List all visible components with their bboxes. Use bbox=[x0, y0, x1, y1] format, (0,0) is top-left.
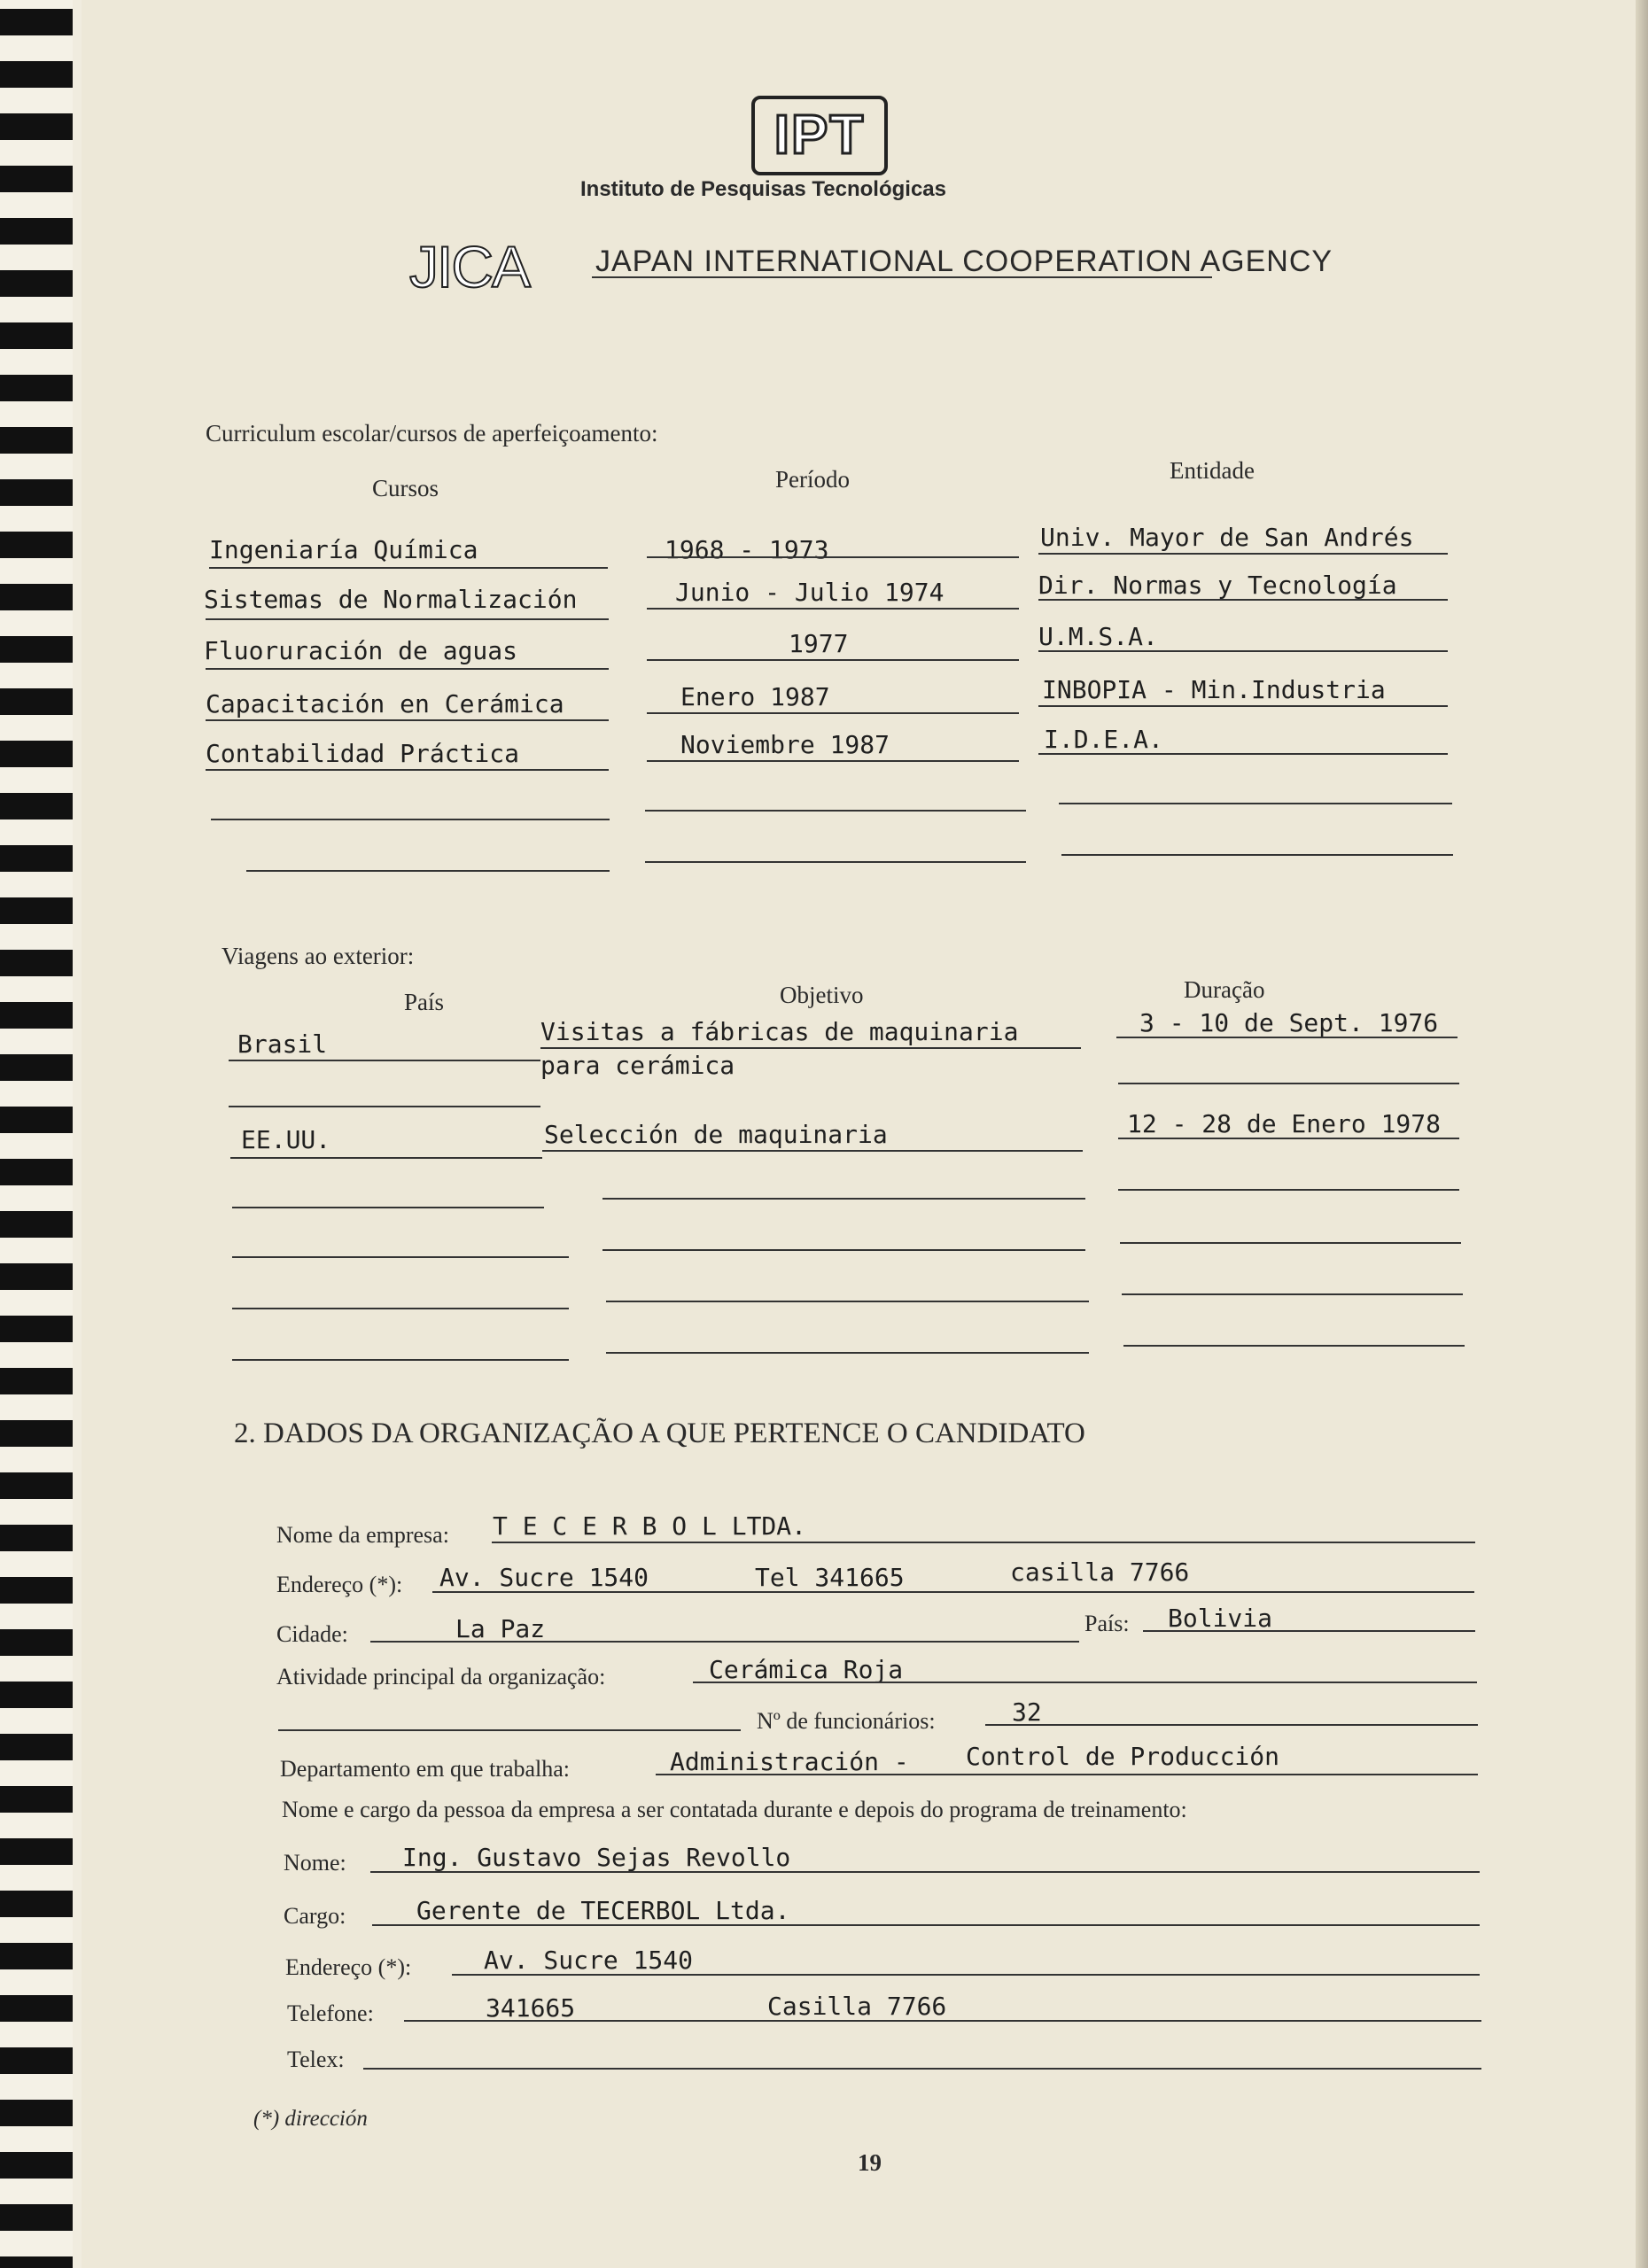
field-line bbox=[232, 1308, 569, 1309]
field-line bbox=[602, 1249, 1085, 1251]
pais-value: Bolivia bbox=[1168, 1604, 1273, 1633]
field-line bbox=[606, 1352, 1089, 1354]
field-line bbox=[229, 1060, 540, 1061]
field-line bbox=[647, 760, 1019, 762]
col-objetivo: Objetivo bbox=[780, 982, 864, 1008]
nome-value: Ing. Gustavo Sejas Revollo bbox=[402, 1843, 791, 1872]
telex-label: Telex: bbox=[287, 2047, 345, 2072]
table-cell: Contabilidad Práctica bbox=[206, 739, 520, 768]
col-cursos: Cursos bbox=[372, 475, 439, 501]
field-line bbox=[206, 719, 609, 721]
field-line bbox=[278, 1729, 741, 1731]
departamento-value: Administración - bbox=[670, 1747, 909, 1776]
field-line bbox=[232, 1256, 569, 1258]
table-cell: Fluoruración de aguas bbox=[204, 636, 518, 665]
field-line bbox=[370, 1641, 1079, 1643]
field-line bbox=[647, 712, 1019, 714]
field-line bbox=[232, 1359, 569, 1361]
nome-label: Nome: bbox=[284, 1850, 346, 1876]
table-cell: Univ. Mayor de San Andrés bbox=[1040, 523, 1414, 552]
table-cell: Dir. Normas y Tecnología bbox=[1038, 571, 1397, 600]
empresa-label: Nome da empresa: bbox=[276, 1522, 449, 1548]
empresa-value: T E C E R B O L LTDA. bbox=[493, 1511, 807, 1541]
header-underline bbox=[592, 276, 1212, 278]
endereco-label: Endereço (*): bbox=[276, 1572, 403, 1597]
table-cell: Sistemas de Normalización bbox=[204, 585, 578, 614]
table-cell: Visitas a fábricas de maquinaria bbox=[540, 1017, 1019, 1046]
institute-name: Instituto de Pesquisas Tecnológicas bbox=[580, 177, 946, 201]
endereco2-value: Av. Sucre 1540 bbox=[484, 1946, 694, 1975]
cargo-value: Gerente de TECERBOL Ltda. bbox=[416, 1896, 790, 1925]
table-cell: Noviembre 1987 bbox=[680, 730, 890, 759]
pais-label: País: bbox=[1084, 1611, 1130, 1636]
field-line bbox=[370, 1871, 1480, 1873]
field-line bbox=[1123, 1345, 1465, 1347]
field-line bbox=[645, 861, 1026, 863]
field-line bbox=[647, 556, 1019, 558]
table-cell: 12 - 28 de Enero 1978 bbox=[1127, 1109, 1442, 1138]
spiral-binding bbox=[0, 0, 82, 2268]
field-line bbox=[1143, 1630, 1475, 1632]
table-cell: Selección de maquinaria bbox=[544, 1120, 888, 1149]
col-entidade: Entidade bbox=[1170, 457, 1255, 484]
field-line bbox=[246, 870, 610, 872]
field-line bbox=[1061, 854, 1453, 856]
funcionarios-label: Nº de funcionários: bbox=[757, 1708, 936, 1734]
atividade-label: Atividade principal da organização: bbox=[276, 1664, 606, 1689]
field-line bbox=[606, 1301, 1089, 1302]
table-cell: 1968 - 1973 bbox=[665, 535, 829, 564]
field-line bbox=[232, 1207, 544, 1208]
casilla2-value: Casilla 7766 bbox=[767, 1992, 947, 2021]
cidade-value: La Paz bbox=[455, 1614, 546, 1643]
casilla-value: casilla 7766 bbox=[1010, 1557, 1190, 1587]
table-cell: U.M.S.A. bbox=[1038, 622, 1158, 651]
table-cell: 3 - 10 de Sept. 1976 bbox=[1139, 1008, 1439, 1037]
page-edge bbox=[1636, 0, 1648, 2268]
field-line bbox=[230, 1157, 542, 1159]
endereco2-label: Endereço (*): bbox=[285, 1954, 412, 1980]
table-cell: Junio - Julio 1974 bbox=[675, 578, 944, 607]
cargo-label: Cargo: bbox=[284, 1903, 346, 1929]
field-line bbox=[452, 1974, 1480, 1976]
table-cell: Capacitación en Cerámica bbox=[206, 689, 564, 718]
field-line bbox=[1116, 1037, 1458, 1038]
field-line bbox=[206, 769, 609, 771]
field-line bbox=[229, 1106, 540, 1107]
section-title: 2. DADOS DA ORGANIZAÇÃO A QUE PERTENCE O CANDIDATO bbox=[234, 1418, 1085, 1449]
table-cell: 1977 bbox=[789, 629, 849, 658]
page-number: 19 bbox=[858, 2149, 882, 2176]
telefone-value: 341665 bbox=[486, 1993, 576, 2023]
field-line bbox=[206, 668, 609, 670]
field-line bbox=[656, 1774, 1478, 1775]
table-cell: INBOPIA - Min.Industria bbox=[1042, 675, 1386, 704]
departamento-label: Departamento em que trabalha: bbox=[280, 1756, 571, 1782]
col-periodo: Período bbox=[775, 466, 850, 493]
table-cell: Enero 1987 bbox=[680, 682, 830, 711]
field-line bbox=[206, 618, 609, 620]
field-line bbox=[645, 810, 1026, 812]
field-line bbox=[492, 1542, 1475, 1543]
field-line bbox=[1118, 1083, 1459, 1084]
field-line bbox=[540, 1047, 1081, 1049]
field-line bbox=[602, 1198, 1085, 1200]
field-line bbox=[1120, 1242, 1461, 1244]
departamento-value-cont: Control de Producción bbox=[966, 1742, 1280, 1771]
field-line bbox=[1038, 553, 1448, 555]
field-line bbox=[1122, 1293, 1463, 1295]
table-cell: Ingeniaría Química bbox=[209, 535, 478, 564]
table-cell: para cerámica bbox=[540, 1051, 735, 1080]
jica-logo: JICA bbox=[409, 234, 530, 299]
field-line bbox=[211, 819, 610, 820]
field-line bbox=[363, 2068, 1481, 2070]
table-cell: EE.UU. bbox=[241, 1125, 331, 1154]
tel-value: Tel 341665 bbox=[755, 1563, 905, 1592]
field-line bbox=[647, 608, 1019, 610]
field-line bbox=[693, 1682, 1477, 1683]
field-line bbox=[404, 2020, 1481, 2022]
field-line bbox=[432, 1591, 1474, 1593]
field-line bbox=[647, 659, 1019, 661]
ipt-logo: IPT bbox=[751, 96, 888, 175]
curriculum-heading: Curriculum escolar/cursos de aperfeiçoamento: bbox=[206, 420, 658, 447]
footnote: (*) dirección bbox=[253, 2107, 368, 2131]
col-pais: País bbox=[404, 989, 445, 1015]
field-line bbox=[1038, 705, 1448, 707]
field-line bbox=[1118, 1138, 1459, 1139]
table-cell: Brasil bbox=[237, 1029, 328, 1059]
field-line bbox=[1118, 1189, 1459, 1191]
field-line bbox=[985, 1724, 1478, 1726]
field-line bbox=[372, 1924, 1480, 1926]
atividade-value: Cerámica Roja bbox=[709, 1655, 904, 1684]
field-line bbox=[209, 567, 608, 569]
field-line bbox=[1038, 650, 1448, 652]
table-cell: I.D.E.A. bbox=[1044, 725, 1163, 754]
field-line bbox=[1038, 599, 1448, 601]
cidade-label: Cidade: bbox=[276, 1621, 348, 1647]
jica-agency-name: JAPAN INTERNATIONAL COOPERATION AGENCY bbox=[595, 245, 1333, 278]
funcionarios-value: 32 bbox=[1012, 1697, 1042, 1727]
travel-heading: Viagens ao exterior: bbox=[222, 943, 415, 969]
telefone-label: Telefone: bbox=[287, 2000, 374, 2026]
field-line bbox=[1059, 803, 1452, 804]
field-line bbox=[542, 1150, 1083, 1152]
col-duracao: Duração bbox=[1184, 976, 1265, 1003]
field-line bbox=[1038, 753, 1448, 755]
endereco-value: Av. Sucre 1540 bbox=[439, 1563, 649, 1592]
contact-heading: Nome e cargo da pessoa da empresa a ser contatada durante e depois do programa de treinamento: bbox=[282, 1797, 1187, 1822]
